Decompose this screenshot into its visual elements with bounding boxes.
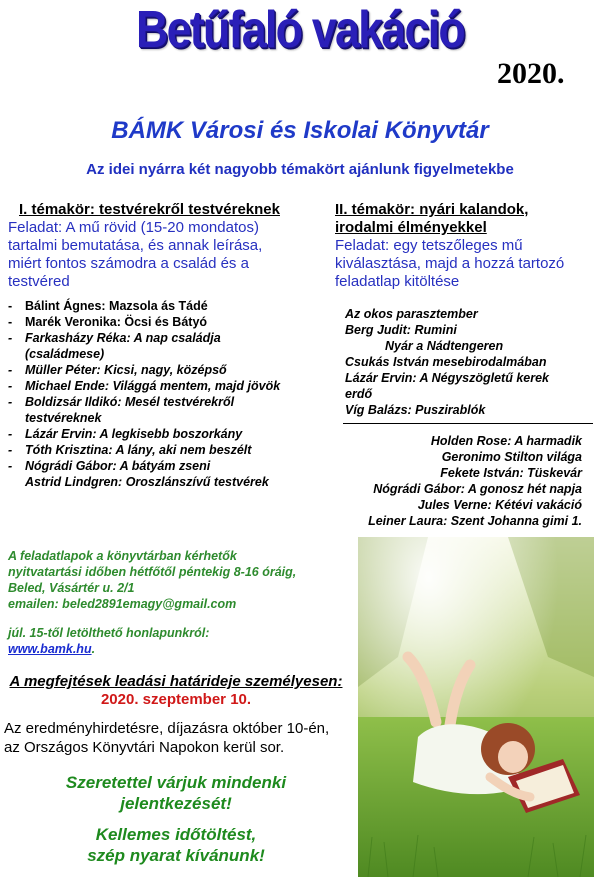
theme2-heading-line: II. témakör: nyári kalandok, [335,201,529,218]
theme1-task-line: testvéred [8,273,70,290]
info-line: A feladatlapok a könyvtárban kérhetők [8,549,237,563]
theme1-task [8,219,318,291]
theme1-task-line: tartalmi bemutatása, és annak leírása, [8,237,263,254]
book-item: Víg Balázs: Puszirablók [345,403,486,417]
book-item: Fekete István: Tüskevár [440,466,582,480]
theme2-heading [335,201,595,237]
book-item: - Boldizsár Ildikó: Mesél testvérekről testvéreknek [8,395,235,425]
book-item: Nógrádi Gábor: A gonosz hét napja [373,482,582,496]
theme2-task-line: feladatlap kitöltése [335,273,460,290]
theme2-book-list-b [330,433,582,529]
poster-year: 2020. [497,57,565,90]
book-item: Nyár a Nádtengeren [385,339,504,353]
theme1-heading: I. témakör: testvérekről testvéreknek [19,201,280,218]
results-line: az Országos Könyvtári Napokon kerül sor. [4,739,285,756]
book-item: - Müller Péter: Kicsi, nagy, középső [8,363,227,377]
book-item: - Farkasházy Réka: A nap családja (családmese) [8,331,221,361]
photo-illustration [358,537,594,877]
website-link[interactable]: www.bamk.hu [8,642,92,656]
closing-line: Szeretettel várjuk mindenki [65,773,287,792]
info-line: Beled, Vásártér u. 2/1 [8,581,135,595]
info-line: nyitvatartási időben hétfőtől péntekig 8-16 óráig, [8,565,297,579]
download-note: júl. 15-től letölthető honlapunkról: [8,626,210,640]
theme1-block [19,201,319,219]
book-item: Csukás István mesebirodalmában [345,355,547,369]
theme2-task-line: Feladat: egy tetszőleges mű [335,237,523,254]
book-item: - Tóth Krisztina: A lány, aki nem beszélt [8,443,252,457]
book-item: Az okos parasztember [345,307,478,321]
library-name: BÁMK Városi és Iskolai Könyvtár [111,117,489,144]
book-item: - Lázár Ervin: A legkisebb boszorkány [8,427,243,441]
theme2-book-list-a [345,306,595,418]
deadline-date: 2020. szeptember 10. [100,691,252,708]
closing-line: Kellemes időtöltést, [95,825,257,844]
info-block [8,548,348,657]
book-item: Geronimo Stilton világa [441,450,582,464]
email-text: emailen: beled2891emagy@gmail.com [8,597,237,611]
book-item: erdő [345,387,373,401]
website-suffix: . [91,642,96,656]
poster-subtitle: Az idei nyárra két nagyobb témakört ajánlunk figyelmetekbe [86,161,514,178]
theme1-task-line: miért fontos számodra a család és a [8,255,249,272]
book-item: - Nógrádi Gábor: A bátyám zseni [8,459,211,473]
closing-line: szép nyarat kívánunk! [87,846,265,865]
book-item: Holden Rose: A harmadik [430,434,582,448]
book-item: Lázár Ervin: A Négyszögletű kerek [345,371,550,385]
results-line: Az eredményhirdetésre, díjazásra október 10-én, [4,720,330,737]
closing-line: jelentkezését! [120,794,232,813]
deadline-text: A megfejtések leadási határideje személyesen: [9,673,343,690]
theme2-heading-line: irodalmi élményekkel [335,219,487,236]
book-item: Astrid Lindgren: Oroszlánszívű testvérek [25,475,269,489]
divider-line [343,423,593,424]
book-item: Leiner Laura: Szent Johanna gimi 1. [368,514,582,528]
theme2-task-line: kiválasztása, majd a hozzá tartozó [335,255,565,272]
theme2-task [335,237,595,291]
book-item: - Marék Veronika: Öcsi és Bátyó [8,315,208,329]
results-note [4,719,354,757]
book-item: Jules Verne: Kétévi vakáció [417,498,582,512]
theme1-task-line: Feladat: A mű rövid (15-20 mondatos) [8,219,259,236]
book-item: Berg Judit: Rumini [345,323,457,337]
book-item: - Michael Ende: Világgá mentem, majd jövök [8,379,281,393]
theme1-book-list [8,298,285,490]
girl-reading-photo [358,537,594,877]
book-item: - Bálint Ágnes: Mazsola ás Tádé [8,299,208,313]
closing-greeting-1 [0,772,352,814]
closing-greeting-2 [0,824,352,866]
poster-title: Betűfaló vakáció [136,1,464,59]
